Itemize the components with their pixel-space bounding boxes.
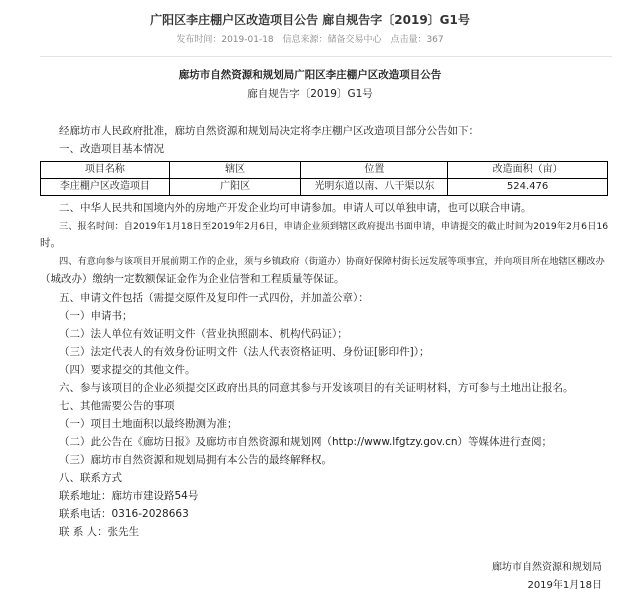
table-header-cell: 辖区 bbox=[169, 162, 301, 179]
contact-person: 联 系 人：张先生 bbox=[59, 526, 140, 538]
section-5-item: （三）法定代表人的有效身份证明文件（法人代表资格证明、身份证[影印件]）； bbox=[59, 346, 430, 358]
table-cell: 广阳区 bbox=[169, 179, 301, 196]
table-cell: 524.476 bbox=[448, 179, 608, 196]
section-2: 二、中华人民共和国境内外的房地产开发企业均可申请参加。申请人可以单独申请，也可以联合申请。 bbox=[59, 202, 532, 214]
divider bbox=[40, 56, 612, 57]
section-7-item: （一）项目土地面积以最终勘测为准； bbox=[59, 418, 238, 430]
section-7-item: （三）廊坊市自然资源和规划局拥有本公告的最终解释权。 bbox=[59, 454, 332, 466]
project-info-table bbox=[40, 161, 608, 196]
section-7-item: （二）此公告在《廊坊日报》及廊坊市自然资源和规划网（http://www.lfgtzy.gov.cn）等媒体进行查阅； bbox=[59, 436, 553, 448]
notice-doc-number: 廊自规告字〔2019〕G1号 bbox=[247, 88, 373, 100]
signature-date: 2019年1月18日 bbox=[527, 580, 602, 591]
signature-org: 廊坊市自然资源和规划局 bbox=[492, 562, 602, 573]
section-7-heading: 七、其他需要公告的事项 bbox=[59, 400, 175, 412]
table-header-cell: 位置 bbox=[301, 162, 448, 179]
info-source: 信息来源：储备交易中心 bbox=[282, 35, 382, 45]
notice-intro: 经廊坊市人民政府批准，廊坊自然资源和规划局决定将李庄棚户区改造项目部分公告如下： bbox=[59, 125, 479, 137]
section-5-item: （二）法人单位有效证明文件（营业执照副本、机构代码证）； bbox=[59, 328, 348, 340]
section-5-heading: 五、申请文件包括（需提交原件及复印件一式四份，并加盖公章）： bbox=[59, 292, 369, 304]
section-3-line-1: 三、报名时间：自2019年1月18日至2019年2月6日，申请企业须到辖区政府提出书面申请，申请提交的截止时间为2019年2月6日16 bbox=[59, 221, 609, 232]
section-5-item: （一）申请书； bbox=[59, 310, 133, 322]
section-3-line-2: 时。 bbox=[40, 237, 61, 249]
section-6: 六、参与该项目的企业必须提交区政府出具的同意其参与开发该项目的有关证明材料，方可参与土地出让报名。 bbox=[59, 382, 574, 394]
table-row bbox=[41, 179, 608, 196]
table-cell: 李庄棚户区改造项目 bbox=[41, 179, 170, 196]
section-5-item: （四）要求提交的其他文件。 bbox=[59, 364, 196, 376]
contact-phone: 联系电话：0316-2028663 bbox=[59, 508, 189, 520]
section-4-line-1: 四、有意向参与该项目开展前期工作的企业，须与乡镇政府（街道办）协商好保障村街长远发展等项事宜，并向项目所在地辖区棚改办 bbox=[59, 256, 605, 267]
notice-title: 廊坊市自然资源和规划局广阳区李庄棚户区改造项目公告 bbox=[178, 69, 442, 81]
publish-time: 发布时间：2019-01-18 bbox=[176, 35, 274, 45]
section-4-line-2: （城改办）缴纳一定数额保证金作为企业信誉和工程质量等保证。 bbox=[40, 273, 345, 285]
section-8-heading: 八、联系方式 bbox=[59, 472, 122, 484]
table-header-row bbox=[41, 162, 608, 179]
click-count: 点击量：367 bbox=[390, 35, 444, 45]
contact-address: 联系地址：廊坊市建设路54号 bbox=[59, 490, 199, 502]
table-header-cell: 项目名称 bbox=[41, 162, 170, 179]
table-cell: 光明东道以南、八干渠以东 bbox=[301, 179, 448, 196]
table-header-cell: 改造面积（亩） bbox=[448, 162, 608, 179]
page-title: 广阳区李庄棚户区改造项目公告 廊自规告字〔2019〕G1号 bbox=[150, 13, 470, 27]
section-1-heading: 一、改造项目基本情况 bbox=[59, 143, 164, 155]
meta-info bbox=[0, 35, 620, 46]
